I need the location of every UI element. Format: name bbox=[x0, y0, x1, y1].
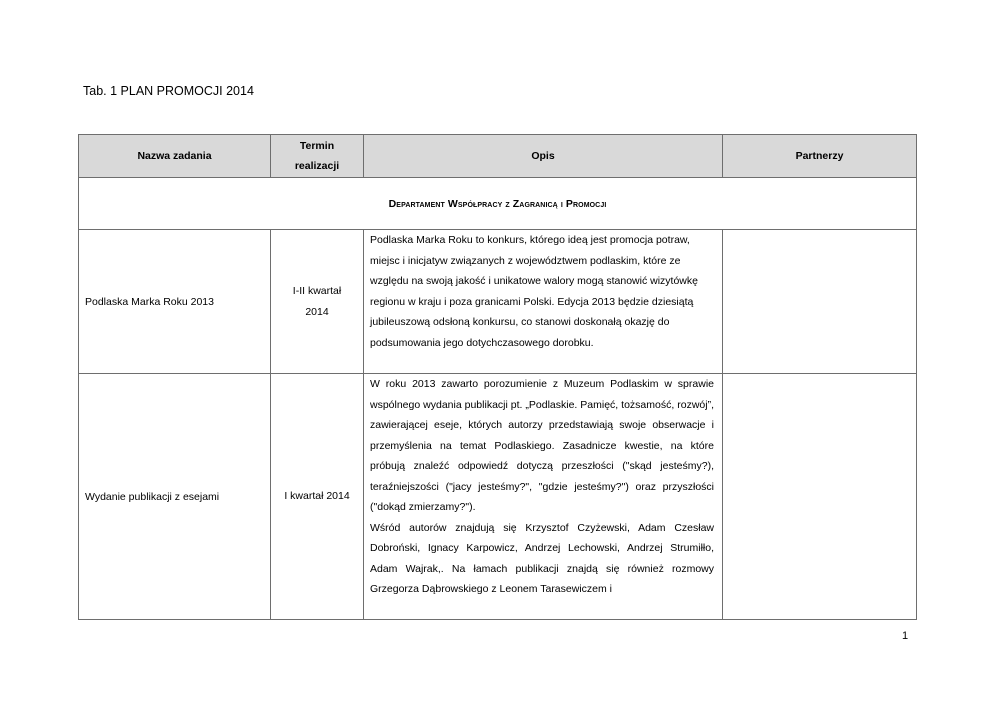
header-term-line2: realizacji bbox=[294, 160, 340, 172]
promotion-plan-table bbox=[78, 134, 917, 620]
partners-cell bbox=[723, 230, 917, 374]
term-line1: I kwartał 2014 bbox=[284, 490, 350, 502]
page-number: 1 bbox=[902, 630, 909, 642]
department-row bbox=[79, 178, 917, 230]
description-cell bbox=[364, 374, 723, 620]
description-paragraph: Podlaska Marka Roku to konkurs, którego ideą jest promocja potraw, miejsc i inicjatyw związanych z województwem podlaskim, które ze względu na swoją jakość i unikatowe walory mogą stanowić wizytówkę regionu w kraju i poza granicami Polski. Edycja 2013 będzie dziesiątą jubileuszową odsłoną konkursu, co stanowi doskonałą okazję do podsumowania jego dotychczasowego dorobku. bbox=[370, 234, 698, 349]
department-title: Departament Współpracy z Zagranicą i Promocji bbox=[79, 178, 917, 230]
partners-cell bbox=[723, 374, 917, 620]
term-cell bbox=[271, 374, 364, 620]
term-cell bbox=[271, 230, 364, 374]
task-name-cell: Podlaska Marka Roku 2013 bbox=[79, 230, 271, 374]
header-term-line1: Termin bbox=[299, 140, 335, 152]
term-line2: 2014 bbox=[305, 305, 329, 318]
description-cell bbox=[364, 230, 723, 374]
table-caption: Tab. 1 PLAN PROMOCJI 2014 bbox=[83, 84, 254, 98]
description-paragraph: Wśród autorów znajdują się Krzysztof Czyżewski, Adam Czesław Dobroński, Ignacy Karpowicz, Andrzej Lechowski, Andrzej Strumiłło, Adam Wajrak,. Na łamach publikacji znajdą się również rozmowy Grzegorza Dąbrowskiego z Leonem Tarasewiczem i bbox=[370, 521, 714, 595]
table-row bbox=[79, 230, 917, 374]
table-row bbox=[79, 374, 917, 620]
header-task-name: Nazwa zadania bbox=[79, 135, 271, 178]
header-partners: Partnerzy bbox=[723, 135, 917, 178]
term-line1: I-II kwartał bbox=[292, 284, 342, 297]
header-description: Opis bbox=[364, 135, 723, 178]
header-term bbox=[271, 135, 364, 178]
table-header-row bbox=[79, 135, 917, 178]
description-paragraph: W roku 2013 zawarto porozumienie z Muzeum Podlaskim w sprawie wspólnego wydania publikacji pt. „Podlaskie. Pamięć, tożsamość, rozwój”, zawierającej eseje, których autorzy przedstawiają swoje obserwacje i przemyślenia na temat Podlaskiego. Zasadnicze kwestie, na które próbują znaleźć odpowiedź dotyczą przeszłości ("skąd jesteśmy?), teraźniejszości ("jacy jesteśmy?", "gdzie jesteśmy?") oraz przyszłości ("dokąd zmierzamy?"). bbox=[370, 378, 714, 513]
task-name-cell: Wydanie publikacji z esejami bbox=[79, 374, 271, 620]
